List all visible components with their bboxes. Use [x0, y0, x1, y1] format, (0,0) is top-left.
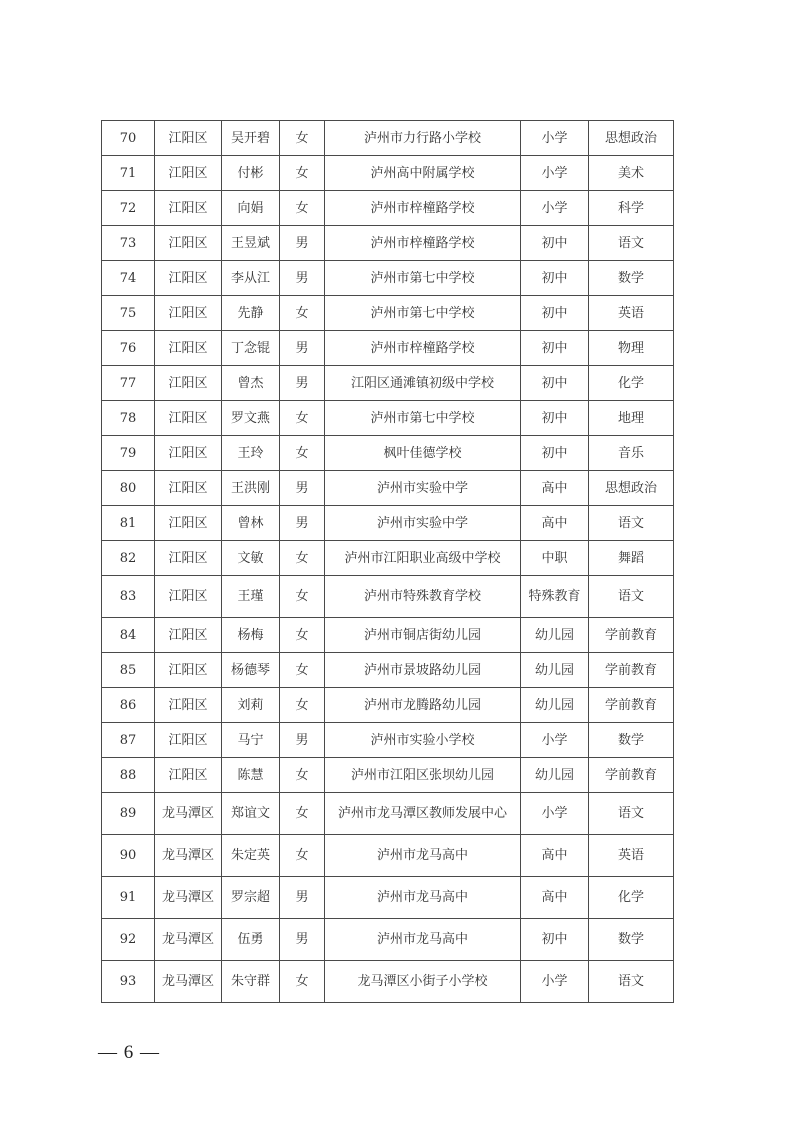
school-name: 泸州市江阳职业高级中学校 [325, 541, 521, 576]
gender-cell: 男 [280, 723, 325, 758]
school-stage: 幼儿园 [521, 758, 589, 793]
school-stage: 幼儿园 [521, 688, 589, 723]
gender-cell: 女 [280, 793, 325, 835]
district-cell: 江阳区 [155, 121, 222, 156]
table-row [102, 723, 674, 758]
gender-cell: 女 [280, 436, 325, 471]
school-stage: 小学 [521, 191, 589, 226]
district-cell: 江阳区 [155, 723, 222, 758]
teacher-name: 曾杰 [222, 366, 280, 401]
school-stage: 初中 [521, 331, 589, 366]
row-number: 78 [102, 401, 155, 436]
school-name: 泸州市实验小学校 [325, 723, 521, 758]
teacher-name: 杨梅 [222, 618, 280, 653]
school-name: 泸州市第七中学校 [325, 296, 521, 331]
gender-cell: 男 [280, 877, 325, 919]
row-number: 76 [102, 331, 155, 366]
school-name: 泸州市龙马高中 [325, 919, 521, 961]
table-row [102, 156, 674, 191]
teacher-name: 朱定英 [222, 835, 280, 877]
row-number: 84 [102, 618, 155, 653]
table-row [102, 877, 674, 919]
district-cell: 江阳区 [155, 758, 222, 793]
teacher-name: 先静 [222, 296, 280, 331]
school-stage: 初中 [521, 261, 589, 296]
subject-cell: 学前教育 [589, 688, 674, 723]
district-cell: 龙马潭区 [155, 877, 222, 919]
school-name: 泸州市铜店街幼儿园 [325, 618, 521, 653]
school-stage: 幼儿园 [521, 653, 589, 688]
gender-cell: 男 [280, 506, 325, 541]
subject-cell: 物理 [589, 331, 674, 366]
school-stage: 中职 [521, 541, 589, 576]
school-name: 泸州市力行路小学校 [325, 121, 521, 156]
district-cell: 龙马潭区 [155, 793, 222, 835]
table-row [102, 688, 674, 723]
subject-cell: 语文 [589, 961, 674, 1003]
row-number: 71 [102, 156, 155, 191]
row-number: 75 [102, 296, 155, 331]
subject-cell: 数学 [589, 919, 674, 961]
table-row [102, 653, 674, 688]
school-stage: 小学 [521, 156, 589, 191]
gender-cell: 女 [280, 401, 325, 436]
table-row [102, 261, 674, 296]
table-row [102, 296, 674, 331]
school-stage: 初中 [521, 366, 589, 401]
district-cell: 江阳区 [155, 471, 222, 506]
subject-cell: 学前教育 [589, 653, 674, 688]
gender-cell: 女 [280, 191, 325, 226]
school-stage: 初中 [521, 436, 589, 471]
district-cell: 江阳区 [155, 618, 222, 653]
table-row [102, 793, 674, 835]
row-number: 86 [102, 688, 155, 723]
subject-cell: 语文 [589, 506, 674, 541]
teacher-name: 丁念锟 [222, 331, 280, 366]
school-stage: 小学 [521, 121, 589, 156]
row-number: 90 [102, 835, 155, 877]
school-name: 泸州市龙马高中 [325, 877, 521, 919]
district-cell: 江阳区 [155, 506, 222, 541]
table-row [102, 436, 674, 471]
subject-cell: 语文 [589, 793, 674, 835]
subject-cell: 美术 [589, 156, 674, 191]
district-cell: 江阳区 [155, 688, 222, 723]
gender-cell: 女 [280, 835, 325, 877]
subject-cell: 化学 [589, 366, 674, 401]
row-number: 80 [102, 471, 155, 506]
table-row [102, 226, 674, 261]
district-cell: 江阳区 [155, 653, 222, 688]
gender-cell: 男 [280, 226, 325, 261]
subject-cell: 学前教育 [589, 618, 674, 653]
teacher-name: 朱守群 [222, 961, 280, 1003]
subject-cell: 英语 [589, 835, 674, 877]
teacher-name: 吴开碧 [222, 121, 280, 156]
school-stage: 高中 [521, 471, 589, 506]
school-name: 泸州市梓橦路学校 [325, 191, 521, 226]
row-number: 85 [102, 653, 155, 688]
district-cell: 江阳区 [155, 296, 222, 331]
district-cell: 龙马潭区 [155, 919, 222, 961]
row-number: 74 [102, 261, 155, 296]
teacher-name: 王玲 [222, 436, 280, 471]
table-row [102, 121, 674, 156]
gender-cell: 女 [280, 296, 325, 331]
gender-cell: 女 [280, 688, 325, 723]
row-number: 89 [102, 793, 155, 835]
school-name: 泸州市梓橦路学校 [325, 331, 521, 366]
table-row [102, 961, 674, 1003]
teacher-name: 王昱斌 [222, 226, 280, 261]
subject-cell: 语文 [589, 576, 674, 618]
table-row [102, 191, 674, 226]
roster-body [102, 121, 674, 1003]
school-name: 枫叶佳德学校 [325, 436, 521, 471]
school-stage: 小学 [521, 961, 589, 1003]
teacher-name: 曾林 [222, 506, 280, 541]
row-number: 91 [102, 877, 155, 919]
gender-cell: 男 [280, 366, 325, 401]
row-number: 93 [102, 961, 155, 1003]
table-row [102, 366, 674, 401]
row-number: 83 [102, 576, 155, 618]
table-row [102, 401, 674, 436]
district-cell: 江阳区 [155, 191, 222, 226]
gender-cell: 女 [280, 758, 325, 793]
school-name: 泸州市龙马潭区教师发展中心 [325, 793, 521, 835]
school-name: 泸州市第七中学校 [325, 401, 521, 436]
district-cell: 江阳区 [155, 576, 222, 618]
row-number: 77 [102, 366, 155, 401]
school-name: 泸州市景坡路幼儿园 [325, 653, 521, 688]
row-number: 87 [102, 723, 155, 758]
gender-cell: 女 [280, 121, 325, 156]
teacher-name: 付彬 [222, 156, 280, 191]
teacher-name: 马宁 [222, 723, 280, 758]
school-stage: 初中 [521, 296, 589, 331]
school-stage: 初中 [521, 226, 589, 261]
row-number: 82 [102, 541, 155, 576]
teacher-name: 文敏 [222, 541, 280, 576]
school-stage: 幼儿园 [521, 618, 589, 653]
school-name: 江阳区通滩镇初级中学校 [325, 366, 521, 401]
row-number: 92 [102, 919, 155, 961]
gender-cell: 女 [280, 618, 325, 653]
gender-cell: 男 [280, 919, 325, 961]
school-name: 泸州市龙腾路幼儿园 [325, 688, 521, 723]
school-stage: 小学 [521, 793, 589, 835]
teacher-name: 王瑾 [222, 576, 280, 618]
district-cell: 江阳区 [155, 261, 222, 296]
district-cell: 江阳区 [155, 541, 222, 576]
school-stage: 初中 [521, 919, 589, 961]
row-number: 81 [102, 506, 155, 541]
subject-cell: 化学 [589, 877, 674, 919]
school-name: 泸州市实验中学 [325, 506, 521, 541]
roster-table [101, 120, 674, 1003]
district-cell: 江阳区 [155, 226, 222, 261]
subject-cell: 数学 [589, 723, 674, 758]
table-row [102, 541, 674, 576]
subject-cell: 思想政治 [589, 471, 674, 506]
gender-cell: 女 [280, 961, 325, 1003]
teacher-name: 陈慧 [222, 758, 280, 793]
teacher-name: 郑谊文 [222, 793, 280, 835]
row-number: 72 [102, 191, 155, 226]
school-name: 泸州市江阳区张坝幼儿园 [325, 758, 521, 793]
school-stage: 高中 [521, 506, 589, 541]
row-number: 73 [102, 226, 155, 261]
teacher-name: 刘莉 [222, 688, 280, 723]
teacher-name: 杨德琴 [222, 653, 280, 688]
table-row [102, 618, 674, 653]
row-number: 70 [102, 121, 155, 156]
page-number: — 6 — [98, 1042, 160, 1063]
school-name: 泸州高中附属学校 [325, 156, 521, 191]
table-row [102, 506, 674, 541]
table-row [102, 471, 674, 506]
school-name: 泸州市第七中学校 [325, 261, 521, 296]
subject-cell: 音乐 [589, 436, 674, 471]
subject-cell: 英语 [589, 296, 674, 331]
subject-cell: 地理 [589, 401, 674, 436]
district-cell: 龙马潭区 [155, 961, 222, 1003]
school-name: 泸州市梓橦路学校 [325, 226, 521, 261]
subject-cell: 语文 [589, 226, 674, 261]
teacher-name: 罗宗超 [222, 877, 280, 919]
teacher-name: 李从江 [222, 261, 280, 296]
table-row [102, 576, 674, 618]
table-row [102, 919, 674, 961]
subject-cell: 科学 [589, 191, 674, 226]
subject-cell: 学前教育 [589, 758, 674, 793]
school-name: 泸州市特殊教育学校 [325, 576, 521, 618]
district-cell: 江阳区 [155, 401, 222, 436]
subject-cell: 舞蹈 [589, 541, 674, 576]
row-number: 88 [102, 758, 155, 793]
school-name: 龙马潭区小街子小学校 [325, 961, 521, 1003]
district-cell: 江阳区 [155, 156, 222, 191]
subject-cell: 数学 [589, 261, 674, 296]
table-row [102, 758, 674, 793]
row-number: 79 [102, 436, 155, 471]
gender-cell: 男 [280, 331, 325, 366]
table-row [102, 331, 674, 366]
school-stage: 高中 [521, 877, 589, 919]
table-row [102, 835, 674, 877]
school-name: 泸州市实验中学 [325, 471, 521, 506]
subject-cell: 思想政治 [589, 121, 674, 156]
district-cell: 江阳区 [155, 436, 222, 471]
school-stage: 高中 [521, 835, 589, 877]
school-stage: 初中 [521, 401, 589, 436]
gender-cell: 男 [280, 471, 325, 506]
gender-cell: 女 [280, 156, 325, 191]
teacher-name: 伍勇 [222, 919, 280, 961]
teacher-name: 向娟 [222, 191, 280, 226]
school-name: 泸州市龙马高中 [325, 835, 521, 877]
gender-cell: 女 [280, 576, 325, 618]
gender-cell: 女 [280, 541, 325, 576]
teacher-name: 罗文燕 [222, 401, 280, 436]
school-stage: 小学 [521, 723, 589, 758]
gender-cell: 女 [280, 653, 325, 688]
district-cell: 江阳区 [155, 331, 222, 366]
gender-cell: 男 [280, 261, 325, 296]
district-cell: 龙马潭区 [155, 835, 222, 877]
teacher-name: 王洪刚 [222, 471, 280, 506]
district-cell: 江阳区 [155, 366, 222, 401]
school-stage: 特殊教育 [521, 576, 589, 618]
